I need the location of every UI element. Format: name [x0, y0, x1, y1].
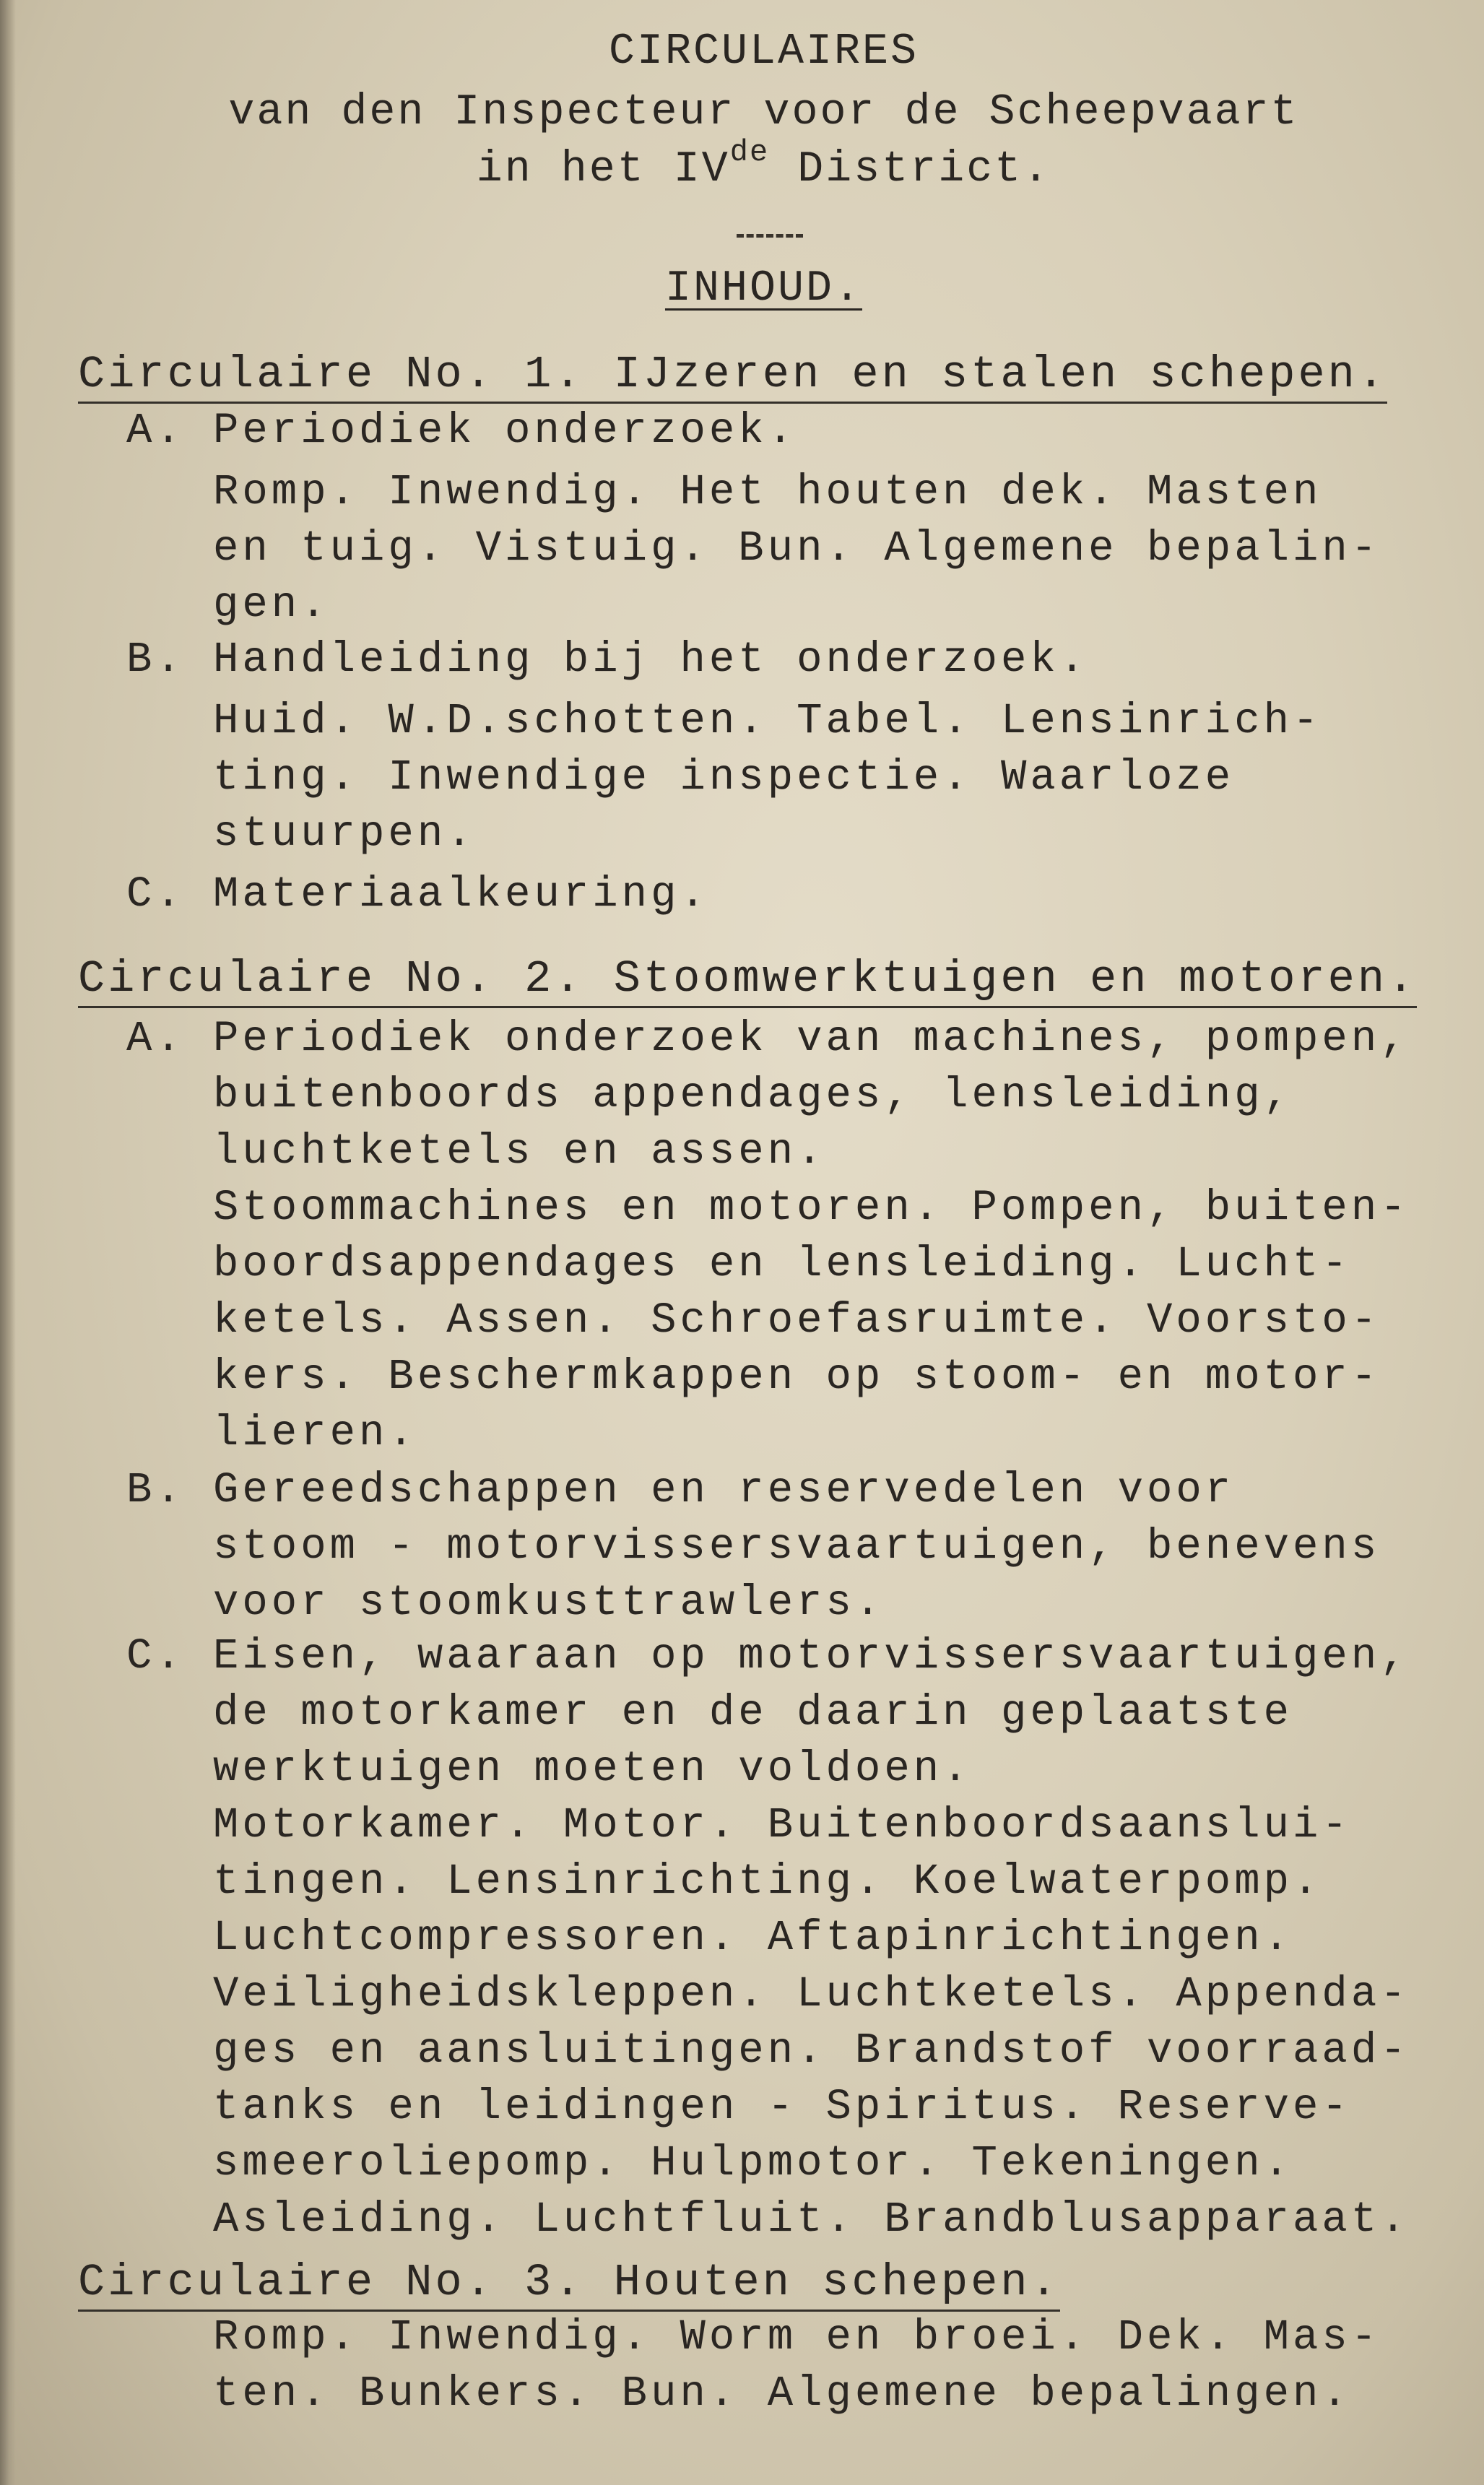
section-letter: A. [126, 1015, 185, 1063]
circulaire-1-section-b-body: Huid. W.D.schotten. Tabel. Lensinrich- ting. Inwendige inspectie. Waarloze stuurpen. [213, 697, 1322, 858]
section-title: Materiaalkeuring. [213, 870, 709, 919]
circulaire-2-section-a-body: buitenboords appendages, lensleiding, luchtketels en assen. Stoommachines en motoren. Pompen, buiten- boordsappendages en lensleiding. Lucht- ketels. Assen. Schroefasruimte. Voorsto- kers. Beschermkappen op stoom- en motor- lieren. [213, 1071, 1410, 1457]
circulaire-1-heading: Circulaire No. 1. IJzeren en stalen schepen. [78, 352, 1387, 404]
circulaire-1-section-a [126, 403, 797, 459]
circulaire-2-section-c [126, 1629, 1410, 1685]
contents-heading: INHOUD. [664, 264, 863, 313]
district-prefix: in het IV [476, 145, 730, 194]
section-title: Periodiek onderzoek van machines, pompen, [213, 1015, 1410, 1063]
document-district-line [22, 135, 1484, 194]
page-edge-shadow [0, 0, 16, 2485]
circulaire-3-heading: Circulaire No. 3. Houten schepen. [78, 2260, 1060, 2312]
circulaire-2-section-a [126, 1011, 1410, 1067]
section-title: Periodiek onderzoek. [213, 407, 797, 455]
circulaire-1-section-b [126, 632, 1088, 688]
section-title: Handleiding bij het onderzoek. [213, 636, 1089, 684]
section-letter: B. [126, 1466, 185, 1514]
section-title: Gereedschappen en reservedelen voor [213, 1466, 1235, 1514]
circulaire-1-section-a-body: Romp. Inwendig. Het houten dek. Masten en tuig. Vistuig. Bun. Algemene bepalin- gen. [213, 468, 1381, 629]
section-letter: C. [126, 870, 185, 919]
header-separator [737, 234, 803, 238]
circulaire-2-section-b-body: stoom - motorvissersvaartuigen, benevens voor stoomkusttrawlers. [213, 1522, 1381, 1627]
section-letter: B. [126, 636, 185, 684]
district-suffix: District. [769, 145, 1051, 194]
section-title: Eisen, waaraan op motorvissersvaartuigen, [213, 1632, 1410, 1680]
circulaire-3-body: Romp. Inwendig. Worm en broei. Dek. Mas- ten. Bunkers. Bun. Algemene bepalingen. [213, 2313, 1381, 2418]
document-title: CIRCULAIRES [608, 27, 919, 77]
document-subtitle: van den Inspecteur voor de Scheepvaart [228, 88, 1299, 137]
section-letter: C. [126, 1632, 185, 1680]
district-superscript: de [729, 135, 770, 170]
section-letter: A. [126, 407, 185, 455]
circulaire-1-section-c [126, 867, 709, 923]
circulaire-2-heading: Circulaire No. 2. Stoomwerktuigen en motoren. [78, 957, 1417, 1008]
circulaire-2-section-b [126, 1462, 1234, 1519]
circulaire-2-section-c-body: de motorkamer en de daarin geplaatste werktuigen moeten voldoen. Motorkamer. Motor. Buitenboordsaanslui- tingen. Lensinrichting. Koelwaterpomp. Luchtcompressoren. Aftapinrichtingen. Veiligheidskleppen. Luchtketels. Appenda- ges en aansluitingen. Brandstof voorraad- tanks en leidingen - Spiritus. Reserve- smeeroliepomp. Hulpmotor. Tekeningen. Asleiding. Luchtfluit. Brandblusapparaat. [213, 1688, 1410, 2244]
